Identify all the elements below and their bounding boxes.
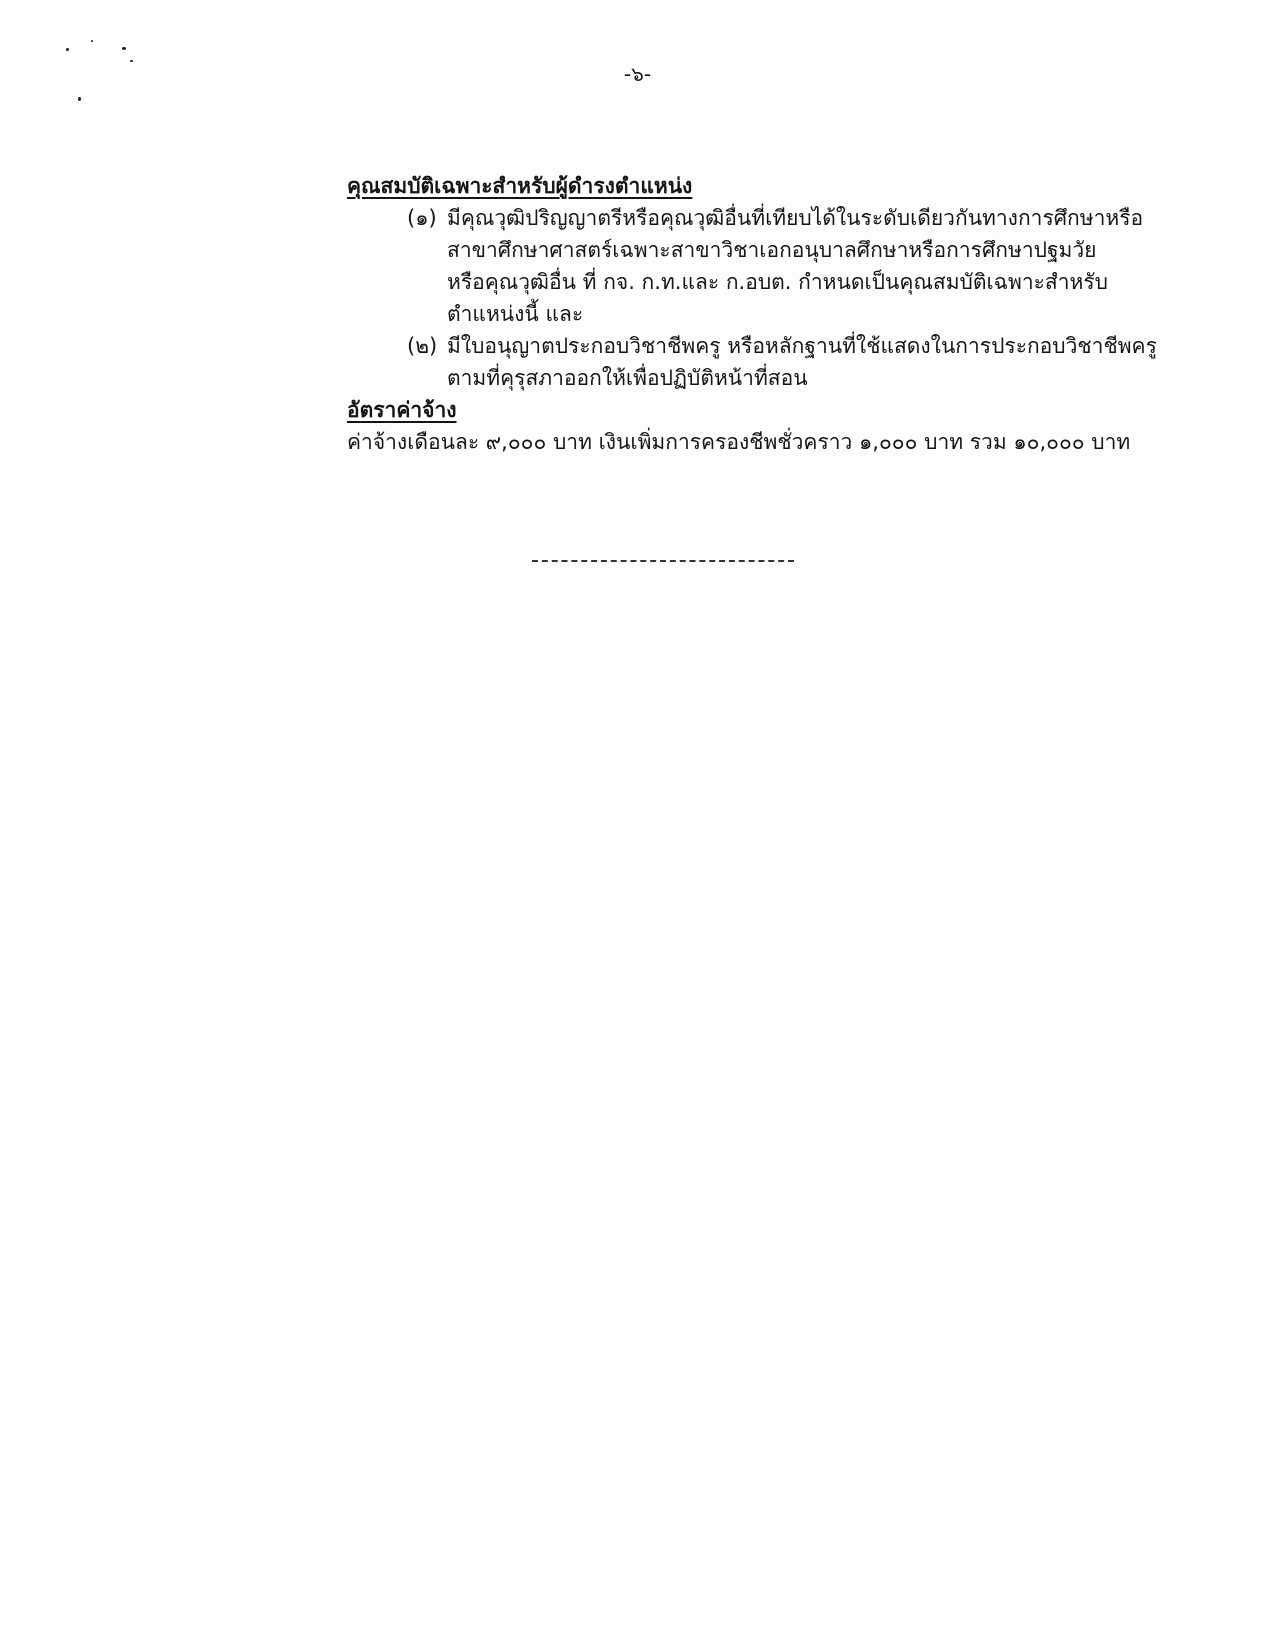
item-number: (๒) — [407, 334, 438, 358]
item-line: มีใบอนุญาตประกอบวิชาชีพครู หรือหลักฐานที่ใช้แสดงในการประกอบวิชาชีพครู — [447, 334, 1157, 358]
page-number: -๖- — [623, 62, 652, 86]
qualifications-section — [347, 170, 1157, 458]
qualification-item-1 — [347, 202, 1147, 330]
qualifications-heading: คุณสมบัติเฉพาะสำหรับผู้ดำรงตำแหน่ง — [347, 174, 693, 198]
item-line: ตามที่คุรุสภาออกให้เพื่อปฏิบัติหน้าที่สอน — [447, 366, 808, 390]
item-line: สาขาศึกษาศาสตร์เฉพาะสาขาวิชาเอกอนุบาลศึกษาหรือการศึกษาปฐมวัย — [447, 238, 1097, 262]
scan-speck — [78, 97, 81, 101]
wage-text: ค่าจ้างเดือนละ ๙,๐๐๐ บาท เงินเพิ่มการครองชีพชั่วคราว ๑,๐๐๐ บาท รวม ๑๐,๐๐๐ บาท — [347, 430, 1131, 454]
wage-heading: อัตราค่าจ้าง — [347, 398, 457, 422]
item-line: มีคุณวุฒิปริญญาตรีหรือคุณวุฒิอื่นที่เทียบได้ในระดับเดียวกันทางการศึกษาหรือ — [447, 206, 1144, 230]
item-number: (๑) — [407, 206, 437, 230]
item-line: หรือคุณวุฒิอื่น ที่ กจ. ก.ท.และ ก.อบต. กำหนดเป็นคุณสมบัติเฉพาะสำหรับ — [447, 270, 1108, 294]
scan-speck — [91, 40, 93, 42]
scan-speck — [66, 48, 69, 51]
qualification-item-2 — [347, 330, 1157, 394]
end-divider — [532, 560, 794, 562]
item-line: ตำแหน่งนี้ และ — [447, 302, 584, 326]
scan-speck — [122, 47, 126, 50]
